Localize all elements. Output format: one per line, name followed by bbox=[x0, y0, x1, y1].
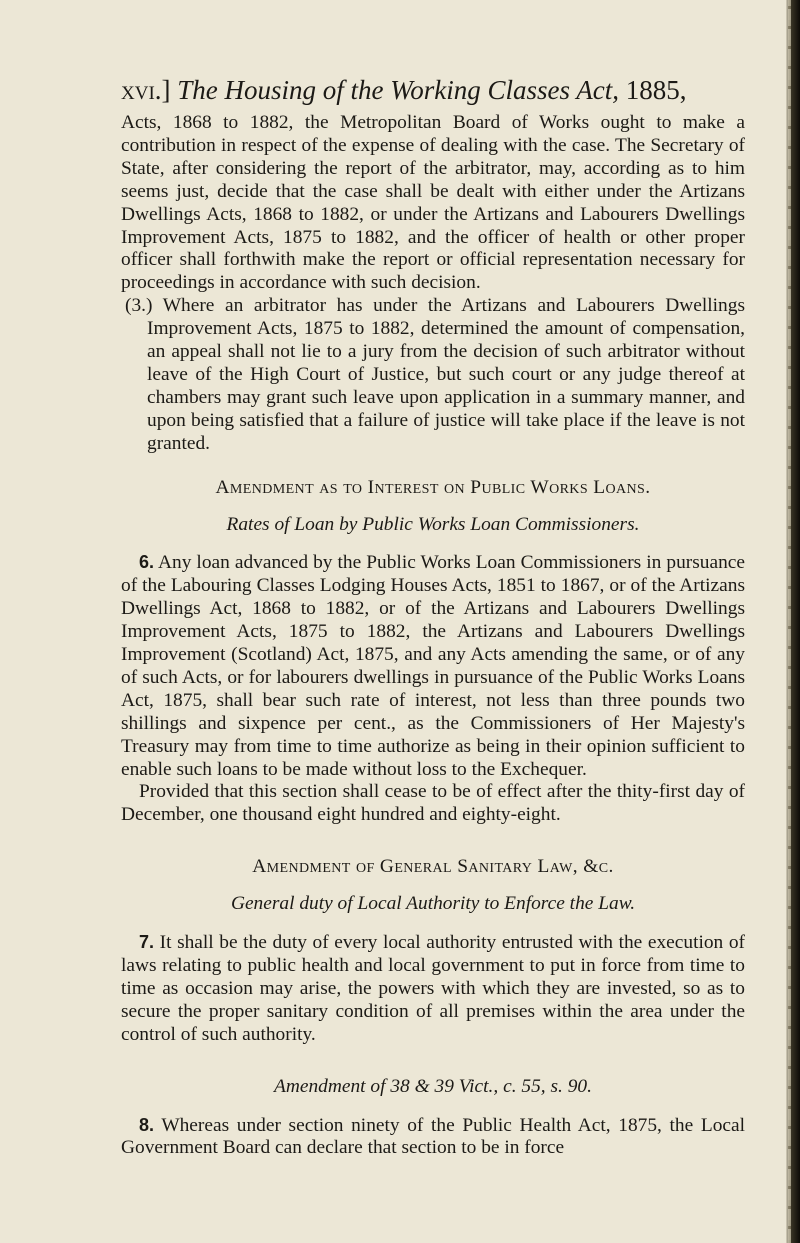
running-head bbox=[121, 70, 745, 110]
section-6-heading: Amendment as to Interest on Public Works Loans. bbox=[215, 476, 651, 498]
section-7-heading: Amendment of General Sanitary Law, &c. bbox=[252, 856, 614, 878]
intro-paragraph bbox=[121, 112, 745, 295]
running-head-title: The Housing of the Working Classes Act, bbox=[177, 75, 620, 105]
spacer bbox=[121, 456, 745, 477]
section-6-paragraph bbox=[121, 551, 745, 781]
section-8-paragraph bbox=[121, 1114, 745, 1161]
spacer bbox=[121, 827, 745, 856]
page-content bbox=[121, 70, 745, 1160]
intro-text: Acts, 1868 to 1882, the Metropolitan Board of Works ought to make a contribution in respect of the expense of dealing with the case. The Secretary of State, after considering the report of the arbitrator, may, according as to him seems just, decide that the case shall be dealt with either under the Artizans Dwellings Acts, 1868 to 1882, or under the Artizans and Labourers Dwellings Improvement Acts, 1875 to 1882, and the officer of health or other proper officer shall forthwith make the report or official representation necessary for proceedings in accordance with such decision. bbox=[121, 112, 745, 294]
section-8-subheading: Amendment of 38 & 39 Vict., c. 55, s. 90. bbox=[274, 1075, 592, 1097]
spacer bbox=[121, 536, 745, 551]
section-6-proviso-text: Provided that this section shall cease to be of effect after the thity-first day of December, one thousand eight hundred and eighty-eight. bbox=[121, 781, 745, 826]
section-8-number: 8. bbox=[139, 1114, 155, 1135]
section-7-text: It shall be the duty of every local authority entrusted with the execution of laws relating to public health and local government to put in force from time to time as occasion may arise, the powers with which they are invested, so as to secure the proper sanitary condition of all premises within the area under the control of such authority. bbox=[121, 932, 745, 1045]
subsection-3-label: (3.) bbox=[125, 295, 153, 317]
subsection-3-text: Where an arbitrator has under the Artizans and Labourers Dwellings Improvement Acts, 1875 to 1882, determined the amount of compensation, an appeal shall not lie to a jury from the decision of such arbitrator without leave of the High Court of Justice, but such court or any judge thereof at chambers may grant such leave upon application in a summary manner, and upon being satisfied that a failure of justice will take place if the leave is not granted. bbox=[147, 295, 745, 454]
subsection-3 bbox=[121, 295, 745, 455]
section-6-number: 6. bbox=[139, 552, 155, 573]
page-edge-shadow bbox=[786, 0, 800, 1243]
section-7-number: 7. bbox=[139, 932, 155, 953]
section-7-paragraph bbox=[121, 931, 745, 1047]
section-7-subheading: General duty of Local Authority to Enforce the Law. bbox=[230, 893, 636, 915]
spacer bbox=[121, 1047, 745, 1076]
section-6-subheading: Rates of Loan by Public Works Loan Commissioners. bbox=[226, 513, 640, 535]
spacer bbox=[121, 916, 745, 931]
chapter-number: xvi.] bbox=[121, 75, 171, 105]
spacer bbox=[121, 500, 745, 514]
spacer bbox=[121, 879, 745, 893]
section-6-proviso bbox=[121, 781, 745, 827]
section-8-text: Whereas under section ninety of the Public Health Act, 1875, the Local Government Board can declare that section to be in force bbox=[121, 1114, 745, 1159]
section-6-text: Any loan advanced by the Public Works Loan Commissioners in pursuance of the Labouring Classes Lodging Houses Acts, 1851 to 1867, or of the Artizans Dwellings Act, 1868 to 1882, or of the Artizans and Labourers Dwellings Improvement Acts, 1875 to 1882, the Artizans and Labourers Dwellings Improvement (Scotland) Act, 1875, and any Acts amending the same, or of any of such Acts, or for labourers dwellings in pursuance of the Public Works Loans Act, 1875, shall bear such rate of interest, not less than three pounds two shillings and sixpence per cent., as the Commissioners of Her Majesty's Treasury may from time to time authorize as being in their opinion sufficient to enable such loans to be made without loss to the Exchequer. bbox=[121, 552, 745, 780]
spacer bbox=[121, 1099, 745, 1114]
running-head-year: 1885, bbox=[625, 75, 687, 105]
